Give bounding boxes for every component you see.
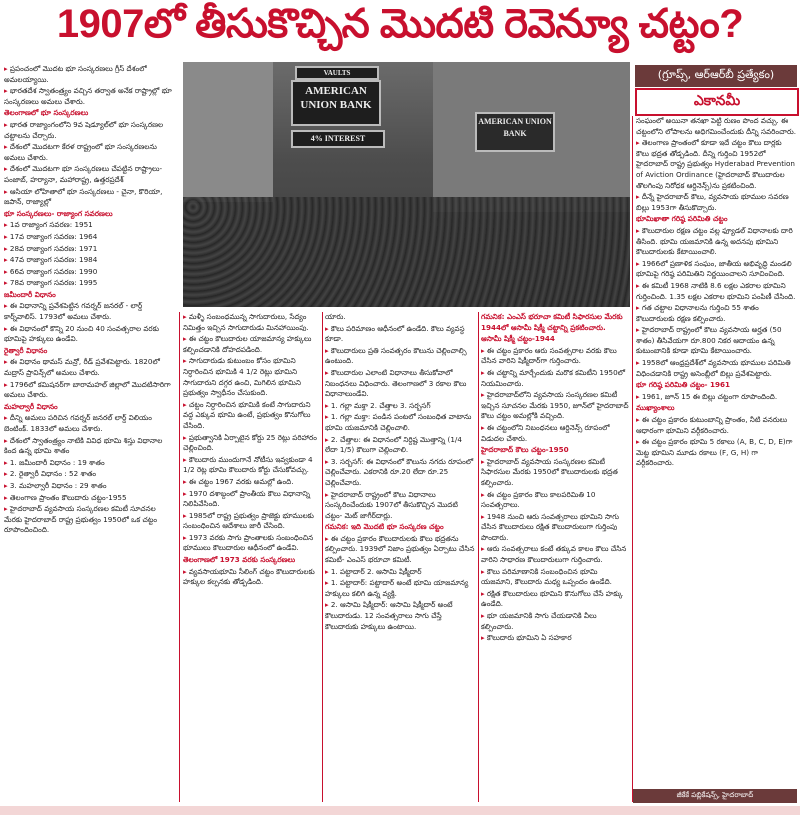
paragraph: ▸ 1. పట్టాదార్: పట్టాదార్ అంటే భూమి యాజమాన్య హక్కులు కలిగి ఉన్న వ్యక్తి. bbox=[325, 578, 475, 599]
article-column-1 bbox=[4, 64, 176, 802]
paragraph: ▸ హైదరాబాద్‌లోని వ్యవసాయ సంస్కరణల కమిటీ ఇచ్చిన సూచనల మేరకు 1950, జూన్‌లో హైదరాబాద్ కౌలు చట్టం అమల్లోకి వచ్చింది. bbox=[481, 390, 629, 422]
paragraph: ▸ హైదరాబాద్ రాష్ట్రంలో కౌలు వ్యవసాయ అర్హత (50 శాతం) తీసివేయగా రూ.800 నికర ఆదాయం ఉన్న కుటుంబానికి కూడా భూమి కేటాయించారు. bbox=[636, 325, 796, 357]
paragraph: ▸ 1966లో ప్రణాళిక సంఘం, జాతీయ అభివృద్ధి మండలి భూమిపై గరిష్ఠ పరిమితిని నిర్ణయించాలని సూచించింది. bbox=[636, 259, 796, 280]
section-heading: తెలంగాణలో 1973 వరకు సంస్కరణలు bbox=[183, 555, 296, 565]
column-divider bbox=[478, 312, 479, 802]
paragraph: ▸ ప్రభుత్వానికి ఏర్పాటైన కోర్టు 25 రెట్లు పరిహారం చెల్లించింది. bbox=[183, 433, 319, 454]
byline bbox=[633, 789, 797, 803]
paragraph: ▸ రక్షిత కౌలుదారులు భూమిని కొనుగోలు చేసే హక్కు ఉండేది. bbox=[481, 589, 629, 610]
category-tag-text: (గ్రూప్స్, ఆర్ఆర్‌బీ ప్రత్యేకం) bbox=[657, 68, 775, 81]
paragraph: ▸ కౌలుదారు ముందుగానే నోటీసు ఇవ్వకుండా 4 1/2 రెట్ల భూమి కౌలుదారు కోర్టు చేసుకోవచ్చు. bbox=[183, 455, 319, 476]
paragraph: ▸ 47వ రాజ్యాంగ సవరణ: 1984 bbox=[4, 255, 176, 266]
paragraph: ▸ గత చట్టాల విధానాలను గుర్తించి 55 శాతం కౌలుదారులకు రక్షణ కల్పించారు. bbox=[636, 303, 796, 324]
paragraph: యారు. bbox=[325, 312, 346, 321]
article-column-5 bbox=[636, 116, 796, 786]
paragraph: ▸ కౌలుదారు భూమిని ఏ సహకార bbox=[481, 633, 629, 644]
sign-american-union-bank-small: AMERICAN UNION BANK bbox=[475, 112, 555, 152]
section-heading: రైత్వారీ విధానం bbox=[4, 345, 48, 355]
paragraph: ▸ కౌలుదారుల ఎలాంటి విధానాలు తీసుకోవాలో నిబంధనలు విధించారు. తెలంగాణలో 3 రకాల కౌలు విధానాలుండేవి. bbox=[325, 368, 475, 400]
paragraph: ▸ 1వ రాజ్యాంగ సవరణ: 1951 bbox=[4, 220, 176, 231]
paragraph: ▸ ఈ చట్టం ప్రకారం కుటుంబాన్ని ప్రాంతం, నీటి వనరులు ఆధారంగా భూమిని వర్గీకరించారు. bbox=[636, 415, 796, 436]
paragraph: ▸ 78వ రాజ్యాంగ సవరణ: 1995 bbox=[4, 278, 176, 289]
paragraph: ▸ సాగుదారుడు కుటుంబం కోసం భూమిని నిర్ధారించిన భూమికి 4 1/2 రెట్లు భూమిని సాగుదారుని దగ్గర ఉంచి, మిగిలిన భూమిని ప్రభుత్వం స్వాధీనం చేసుకుంది. bbox=[183, 356, 319, 398]
paragraph: ▸ 1958లో ఆంధ్రప్రదేశ్‌లో వ్యవసాయ భూముల పరిమితి విధించడానికి రాష్ట్ర అసెంబ్లీలో బిల్లు ప్రవేశపెట్టారు. bbox=[636, 358, 796, 379]
category-tag bbox=[635, 65, 797, 87]
section-heading: గమనిక: ఇది మొదటి భూ సంస్కరణ చట్టం bbox=[325, 522, 444, 532]
paragraph: ▸ దేశంలో మొదటగా కేరళ రాష్ట్రంలో భూ సంస్కరణలను అమలు చేశారు. bbox=[4, 142, 176, 163]
paragraph: ▸ 1796లో కమిషనర్‌గా బారామహల్ జిల్లాలో మొదటిసారిగా అమలు చేశారు. bbox=[4, 380, 176, 401]
sign-interest: 4% INTEREST bbox=[291, 130, 385, 148]
section-heading: భూ సంస్కరణలు- రాజ్యాంగ సవరణలు bbox=[4, 208, 113, 218]
paragraph: ▸ ఈ విధానం థామస్ మన్రో, రీడ్ ప్రవేశపెట్టారు. 1820లో మద్రాస్ ప్రావిన్స్‌లో అమలు చేశారు. bbox=[4, 357, 176, 378]
column-divider bbox=[632, 116, 633, 802]
section-label-text: ఎకానమీ bbox=[693, 92, 741, 109]
paragraph: ▸ తెలంగాణ ప్రాంతం కౌలుదారు చట్టం-1955 bbox=[4, 493, 176, 504]
paragraph: ▸ ఈ చట్టం ప్రకారం కౌలు కాలపరిమితి 10 సంవత్సరాలు. bbox=[481, 490, 629, 511]
paragraph: ▸ 1. పట్టాదార్ 2. ఆసామి షిక్మీదార్ bbox=[325, 567, 475, 578]
paragraph: ▸ చట్టం నిర్ధారించిన భూమికి కంటే సాగుదారుని వద్ద ఎక్కువ భూమి ఉంటే, ప్రభుత్వం కొనుగోలు చేసింది. bbox=[183, 400, 319, 432]
paragraph: ▸ 1970 దశాబ్దంలో ప్రాంతీయ కౌలు విధానాన్ని నిలిపివేసింది. bbox=[183, 489, 319, 510]
section-heading: భూ గరిష్ఠ పరిమితి చట్టం- 1961 bbox=[636, 380, 731, 390]
section-heading: హైదరాబాద్ కౌలు చట్టం-1950 bbox=[481, 445, 569, 455]
sign-american-union-bank: AMERICAN UNION BANK bbox=[291, 80, 381, 126]
article-column-4 bbox=[481, 312, 629, 802]
paragraph: ▸ కౌలుదారులు ప్రతి సంవత్సరం కౌలును చెల్లించాల్సి ఉంటుంది. bbox=[325, 346, 475, 367]
headline-text: 1907లో తీసుకొచ్చిన మొదటి రెవెన్యూ చట్టం? bbox=[56, 1, 744, 46]
paragraph: ▸ 1961, జూన్ 15 ఈ బిల్లు చట్టంగా రూపొందింది. bbox=[636, 392, 796, 403]
paragraph: ▸ భారతదేశ స్వాతంత్ర్యం వచ్చిన తర్వాత అనేక రాష్ట్రాల్లో భూ సంస్కరణలు అమలు చేశారు. bbox=[4, 86, 176, 107]
paragraph: ▸ దేశంలో మొదటగా భూ సంస్కరణలు చేపట్టిన రాష్ట్రాలు- పంజాబ్, హర్యానా, మహారాష్ట్ర, ఉత్తరప్రదేశ్ bbox=[4, 164, 176, 185]
paragraph: ▸ ఈ కమిటీ 1968 నాటికి 8.6 లక్షల ఎకరాల భూమిని గుర్తించింది. 1.35 లక్షల ఎకరాల భూమిని పంపిణీ చేసింది. bbox=[636, 281, 796, 302]
paragraph: ▸ వ్యవసాయభూమి సీలింగ్ చట్టం కౌలుదారులకు హక్కుల కల్పనకు తోడ్పడింది. bbox=[183, 567, 319, 588]
section-heading: జమీందారీ విధానం bbox=[4, 289, 56, 299]
paragraph: ▸ ఈ చట్టంలోని నిబంధనలు ఆర్డినెన్స్ రూపంలో విడుదల చేశారు. bbox=[481, 423, 629, 444]
paragraph: ▸ ఈ విధానంలో కొన్ని 20 నుంచి 40 సంవత్సరాల వరకు భూమిపై హక్కులు ఉండేవి. bbox=[4, 324, 176, 345]
section-label bbox=[635, 88, 799, 116]
paragraph: ▸ 3. మహల్వారీ విధానం : 29 శాతం bbox=[4, 481, 176, 492]
paragraph: ▸ హైదరాబాద్ రాష్ట్రంలో కౌలు విధానాలు సంస్కరించేందుకు 1907లో తీసుకొచ్చిన మొదటి చట్టం- మెట్ జాగీర్‌దార్లు. bbox=[325, 490, 475, 522]
paragraph: ▸ ఈ చట్టాన్ని మార్చేందుకు మరొక కమిటీని 1950లో నియమించారు. bbox=[481, 368, 629, 389]
crowd bbox=[183, 197, 630, 307]
section-heading: ఆసామీ షిక్మీ చట్టం-1944 bbox=[481, 334, 555, 344]
paragraph: ▸ దీన్ని అమలు పరిచిన గవర్నర్ జనరల్ లార్డ్ విలియం బెంటింక్. 1833లో అమలు చేశారు. bbox=[4, 413, 176, 434]
paragraph: ▸ కౌలు పరిమాణానికి సంబంధించిన భూమి యజమాని, కౌలుదారు మధ్య ఒప్పందం ఉండేది. bbox=[481, 567, 629, 588]
paragraph: ▸ హైదరాబాద్ వ్యవసాయ సంస్కరణల కమిటీ సూచనల మేరకు హైదరాబాద్ రాష్ట్ర ప్రభుత్వం 1950లో ఒక చట్టం రూపొందించింది. bbox=[4, 504, 176, 536]
paragraph: ▸ 1. గల్లా మక్తా 2. చేత్తాల 3. సర్బసగ్ bbox=[325, 401, 475, 412]
paragraph: ▸ 3. సర్బసగ్: ఈ విధానంలో కౌలును నగదు రూపంలో చెల్లించేవారు. ఎకరానికి రూ.20 లేదా రూ.25 చెల్లించేవారు. bbox=[325, 457, 475, 489]
paragraph: ▸ ఆసియా లోహితాలో భూ సంస్కరణలు - చైనా, కొరియా, జపాన్, రాజ్యాల్లో bbox=[4, 187, 176, 208]
paragraph: ▸ 1. గల్లా మక్తా: పండిన పంటలో సంబంధిత వాటాను భూమి యజమానికి చెల్లించాలి. bbox=[325, 412, 475, 433]
paragraph: ▸ ఈ చట్టం ప్రకారం కౌలుదారులకు కౌలు భద్రతను కల్పించారు. 1939లో నిజాం ప్రభుత్వం ఏర్పాటు చేసిన కమిటీ- ఎంఎస్ భరూచా కమిటీ. bbox=[325, 534, 475, 566]
paragraph: ▸ భూ యజమానికి సాగు చేయడానికి వీలు కల్పించారు. bbox=[481, 611, 629, 632]
section-heading: తెలంగాణలో భూ సంస్కరణలు bbox=[4, 108, 89, 118]
section-heading: గమనిక: ఎంఎస్ భరూచా కమిటీ సిఫారసుల మేరకు 1944లో ఆసామీ షిక్మీ చట్టాన్ని ప్రకటించారు. bbox=[481, 312, 623, 332]
paragraph: ▸ ఈ చట్టం ప్రకారం భూమి 5 రకాలు (A, B, C, D, E)గా మెట్ట భూమిని మూడు రకాలు (F, G, H) గా వర్గీకరించారు. bbox=[636, 437, 796, 469]
paragraph: ▸ 2. చేత్తాల: ఈ విధానంలో నిర్దిష్ట మొత్తాన్ని (1/4 లేదా 1/5) కౌలుగా చెల్లించాలి. bbox=[325, 435, 475, 456]
sign-vaults: VAULTS bbox=[295, 66, 379, 80]
paragraph: ▸ 66వ రాజ్యాంగ సవరణ: 1990 bbox=[4, 267, 176, 278]
column-divider bbox=[322, 312, 323, 802]
article-column-2 bbox=[183, 312, 319, 802]
next-article-strip bbox=[0, 806, 800, 815]
paragraph: ▸ హైదరాబాద్ వ్యవసాయ సంస్కరణల కమిటీ సిఫారసుల మేరకు 1950లో కౌలుదారులకు భద్రత కల్పించారు. bbox=[481, 457, 629, 489]
paragraph: ▸ ఈ విధానాన్ని ప్రవేశపెట్టిన గవర్నర్ జనరల్ - లార్డ్ కార్న్‌వాలిస్. 1793లో అమలు చేశారు. bbox=[4, 301, 176, 322]
paragraph: ▸ ప్రపంచంలో మొదట భూ సంస్కరణలు గ్రీస్ దేశంలో అమలయ్యాయి. bbox=[4, 64, 176, 85]
section-heading: ముఖ్యాంశాలు bbox=[636, 403, 675, 413]
article-column-3 bbox=[325, 312, 475, 802]
paragraph: ▸ 1. జమీందారీ విధానం : 19 శాతం bbox=[4, 458, 176, 469]
column-divider bbox=[179, 312, 180, 802]
page-title bbox=[0, 0, 800, 58]
paragraph: ▸ ఈ చట్టం ప్రకారం ఆరు సంవత్సరాల వరకు కౌలు చేసిన వారిని షిక్మీదార్‌గా గుర్తించారు. bbox=[481, 346, 629, 367]
paragraph: ▸ 1973 వరకు సాగు ప్రాంతాలకు సంబంధించిన భూములు కౌలుదారుల ఆధీనంలో ఉండేవి. bbox=[183, 533, 319, 554]
paragraph: ▸ భారత రాజ్యాంగంలోని 9వ షెడ్యూల్‌లో భూ సంస్కరణల చట్టాలను చేర్చారు. bbox=[4, 120, 176, 141]
paragraph: ▸ ఆరు సంవత్సరాలు కంటే తక్కువ కాలం కౌలు చేసిన వారిని సాధారణ కౌలుదారులుగా గుర్తించారు. bbox=[481, 544, 629, 565]
byline-text: జీకేకే పబ్లికేషన్స్, హైదరాబాద్ bbox=[676, 791, 754, 799]
paragraph: సంఘంలో అయినా తనఖా పెట్టి రుణం పొంద వచ్చు. ఈ చట్టంలోని లోపాలను అధిగమించేందుకు దీన్ని సవరించారు. bbox=[636, 116, 796, 136]
paragraph: ▸ ఈ చట్టం 1967 వరకు అమల్లో ఉంది. bbox=[183, 477, 319, 488]
paragraph: ▸ 1985లో రాష్ట్ర ప్రభుత్వం ప్రాజెక్టు భూములకు సంబంధించిన ఆదేశాలు జారీ చేసింది. bbox=[183, 511, 319, 532]
paragraph: ▸ కౌలుదారుల రక్షణ చట్టం వల్ల ఫ్యూడల్ విధానాలకు దారి తీసింది. భూమి యజమానికి ఉన్న అదనపు భూమిని కౌలుదారులకు కేటాయించాలి. bbox=[636, 226, 796, 258]
historical-bank-photo bbox=[183, 62, 630, 307]
paragraph: ▸ తెలంగాణ ప్రాంతంలో కూడా ఇదే చట్టం కౌలు దార్లకు కౌలు భద్రత తోడ్పడింది. దీన్ని గుర్తించి 1952లో హైదరాబాద్ రాష్ట్ర ప్రభుత్వం Hyderabad Prevention of Aviction Ordinance (హైదరాబాద్ కౌలుదారుల తొలగింపు నిరోధక ఆర్డినెన్స్)ను ప్రకటించింది. bbox=[636, 138, 796, 191]
paragraph: ▸ కౌలు పరిమాణం ఆధీనంలో ఉండేది. కౌలు వ్యవస్థ కూడా. bbox=[325, 324, 475, 345]
section-heading: మహల్వారీ విధానం bbox=[4, 401, 58, 411]
paragraph: ▸ దేశంలో స్వాతంత్ర్యం నాటికి వివిధ భూమి శిస్తు విధానాల కింద ఉన్న భూమి శాతం bbox=[4, 436, 176, 457]
paragraph: ▸ ఈ చట్టం కౌలుదారుల యాజమాన్య హక్కులు కల్పించడానికి దోహదపడింది. bbox=[183, 334, 319, 355]
paragraph: ▸ మళ్ళీ సంబంధమున్న సాగుదారులు, సేద్యం నిమిత్తం ఇచ్చిన సాగుదారుడు మినహాయింపు. bbox=[183, 312, 319, 333]
section-heading: భూమిఖాతా గరిష్ఠ పరిమితి చట్టం bbox=[636, 214, 728, 224]
paragraph: ▸ 28వ రాజ్యాంగ సవరణ: 1971 bbox=[4, 244, 176, 255]
paragraph: ▸ 2. రైత్వారీ విధానం : 52 శాతం bbox=[4, 469, 176, 480]
paragraph: ▸ 1948 నుంచి ఆరు సంవత్సరాలు భూమిని సాగు చేసిన కౌలుదారులు రక్షిత కౌలుదారులుగా గుర్తింపు పొందారు. bbox=[481, 512, 629, 544]
paragraph: ▸ 17వ రాజ్యాంగ సవరణ: 1964 bbox=[4, 232, 176, 243]
paragraph: ▸ దీన్నే హైదరాబాద్ కౌలు, వ్యవసాయ భూముల సవరణ బిల్లు 1953గా తీసుకొచ్చారు. bbox=[636, 192, 796, 213]
paragraph: ▸ 2. ఆసామి షిక్మీదార్: ఆసామి షిక్మీదార్ అంటే కౌలుదారుడు. 12 సంవత్సరాలు సాగు చేస్తే కౌలుదారుకు హక్కులు ఉంటాయి. bbox=[325, 600, 475, 632]
